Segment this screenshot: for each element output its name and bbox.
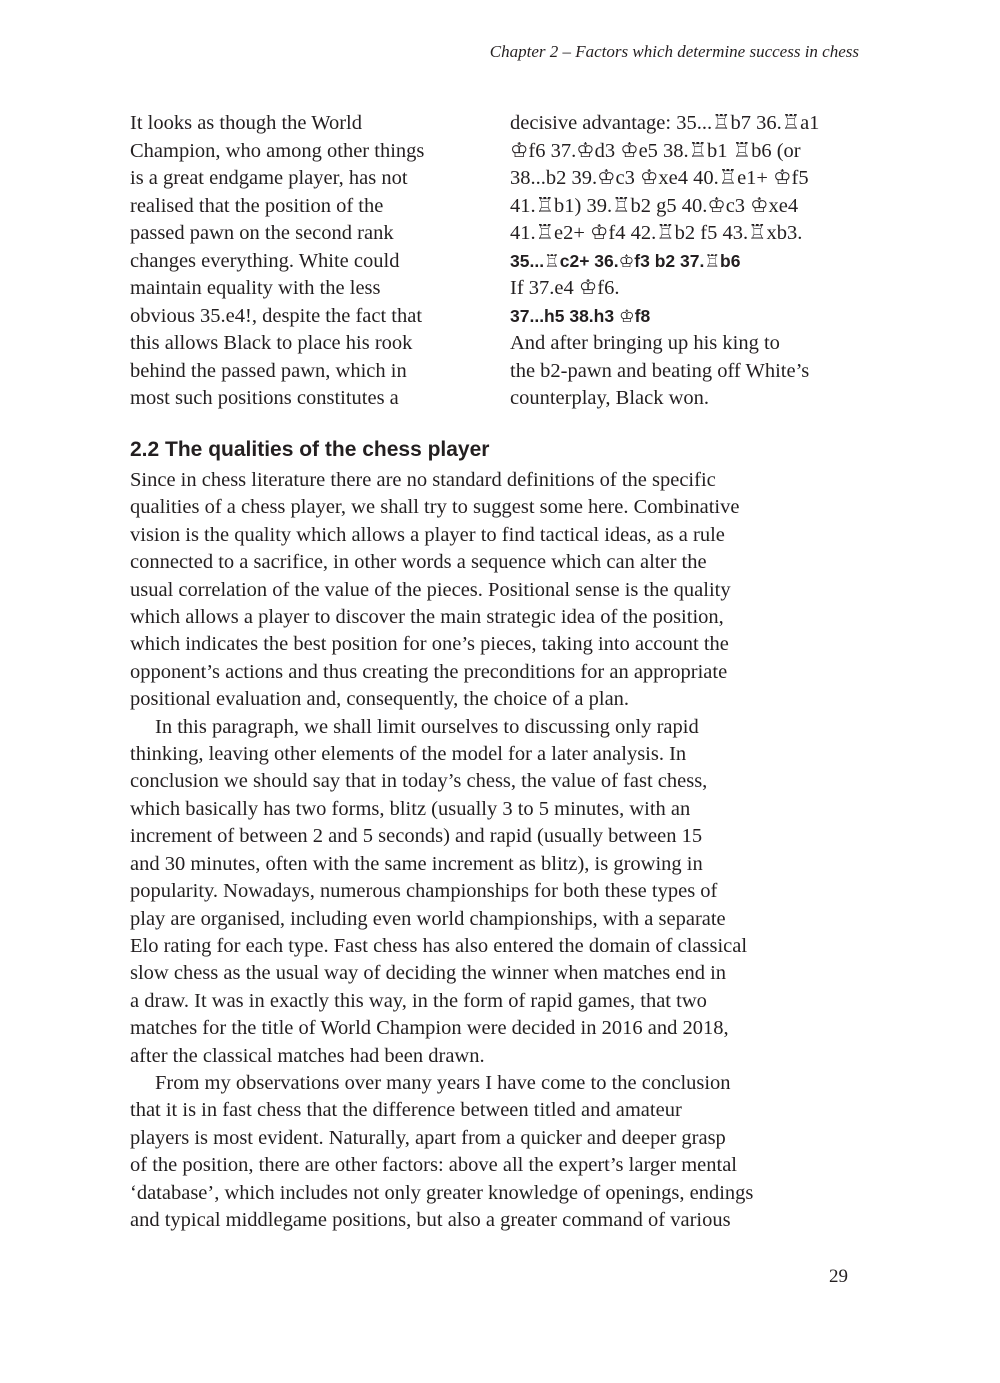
text-line: that it is in fast chess that the difference between titled and amateur — [130, 1099, 682, 1122]
text-line: counterplay, Black won. — [510, 387, 710, 409]
section-body — [130, 467, 870, 1234]
text-line: From my observations over many years I have come to the conclusion — [155, 1071, 731, 1094]
analysis-line: 41.♖b1) 39.♖b2 g5 40.♔c3 ♔xe4 — [510, 194, 799, 217]
running-head: Chapter 2 – Factors which determine success in chess — [489, 42, 859, 61]
text-line: passed pawn on the second rank — [130, 222, 394, 244]
text-line: obvious 35.e4!, despite the fact that — [130, 304, 423, 327]
analysis-line: If 37.e4 ♔f6. — [510, 277, 620, 299]
text-line: realised that the position of the — [130, 194, 384, 217]
text-line: is a great endgame player, has not — [130, 167, 408, 189]
text-line: which allows a player to discover the main strategic idea of the position, — [130, 606, 724, 629]
game-move-line: 37...h5 38.h3 ♔f8 — [510, 305, 651, 326]
text-line: and 30 minutes, often with the same increment as blitz), is growing in — [130, 852, 703, 875]
analysis-line: 41.♖e2+ ♔f4 42.♖b2 f5 43.♖xb3. — [510, 222, 803, 244]
text-line: after the classical matches had been drawn. — [130, 1044, 485, 1067]
game-move-line: 35...♖c2+ 36.♔f3 b2 37.♖b6 — [510, 250, 741, 271]
text-line: which indicates the best position for one’s pieces, taking into account the — [130, 633, 729, 656]
text-line: vision is the quality which allows a player to find tactical ideas, as a rule — [130, 523, 725, 546]
text-line: ‘database’, which includes not only greater knowledge of openings, endings — [130, 1181, 754, 1204]
text-line: Champion, who among other things — [130, 139, 425, 162]
left-column — [130, 110, 492, 413]
section-heading: 2.2 The qualities of the chess player — [130, 438, 490, 461]
text-line: usual correlation of the value of the pieces. Positional sense is the quality — [130, 578, 731, 601]
text-line: this allows Black to place his rook — [130, 332, 413, 354]
analysis-line: 38...b2 39.♔c3 ♔xe4 40.♖e1+ ♔f5 — [510, 167, 809, 189]
analysis-line: decisive advantage: 35...♖b7 36.♖a1 — [510, 112, 820, 134]
text-line: positional evaluation and, consequently, the choice of a plan. — [130, 688, 630, 711]
text-line: players is most evident. Naturally, apart from a quicker and deeper grasp — [130, 1126, 726, 1149]
text-line: behind the passed pawn, which in — [130, 359, 407, 382]
right-column — [510, 110, 872, 413]
text-line: and typical middlegame positions, but also a greater command of various — [130, 1208, 731, 1231]
paragraph — [130, 714, 870, 1070]
text-line: of the position, there are other factors: above all the expert’s larger mental — [130, 1154, 737, 1177]
text-line: And after bringing up his king to — [510, 332, 780, 354]
text-line: Since in chess literature there are no standard definitions of the specific — [130, 469, 716, 491]
text-line: conclusion we should say that in today’s chess, the value of fast chess, — [130, 770, 708, 793]
analysis-line: ♔f6 37.♔d3 ♔e5 38.♖b1 ♖b6 (or — [510, 139, 801, 162]
text-line: In this paragraph, we shall limit ourselves to discussing only rapid — [155, 715, 699, 738]
text-line: slow chess as the usual way of deciding the winner when matches end in — [130, 962, 727, 985]
text-line: It looks as though the World — [130, 112, 362, 134]
text-line: connected to a sacrifice, in other words a sequence which can alter the — [130, 551, 707, 574]
text-line: popularity. Nowadays, numerous championships for both these types of — [130, 880, 718, 903]
paragraph — [130, 467, 870, 714]
text-line: which basically has two forms, blitz (usually 3 to 5 minutes, with an — [130, 797, 691, 820]
text-line: maintain equality with the less — [130, 277, 381, 299]
text-line: Elo rating for each type. Fast chess has also entered the domain of classical — [130, 934, 748, 957]
text-line: a draw. It was in exactly this way, in the form of rapid games, that two — [130, 989, 707, 1012]
text-line: the b2-pawn and beating off White’s — [510, 359, 810, 382]
text-line: increment of between 2 and 5 seconds) and rapid (usually between 15 — [130, 825, 703, 848]
text-line: opponent’s actions and thus creating the preconditions for an appropriate — [130, 660, 728, 683]
text-line: thinking, leaving other elements of the model for a later analysis. In — [130, 743, 687, 766]
paragraph — [130, 1070, 870, 1234]
text-line: qualities of a chess player, we shall try to suggest some here. Combinative — [130, 496, 740, 519]
text-line: changes everything. White could — [130, 249, 400, 272]
text-line: most such positions constitutes a — [130, 387, 399, 409]
text-line: matches for the title of World Champion were decided in 2016 and 2018, — [130, 1017, 729, 1040]
text-line: play are organised, including even world championships, with a separate — [130, 907, 726, 930]
page-number: 29 — [829, 1266, 848, 1287]
